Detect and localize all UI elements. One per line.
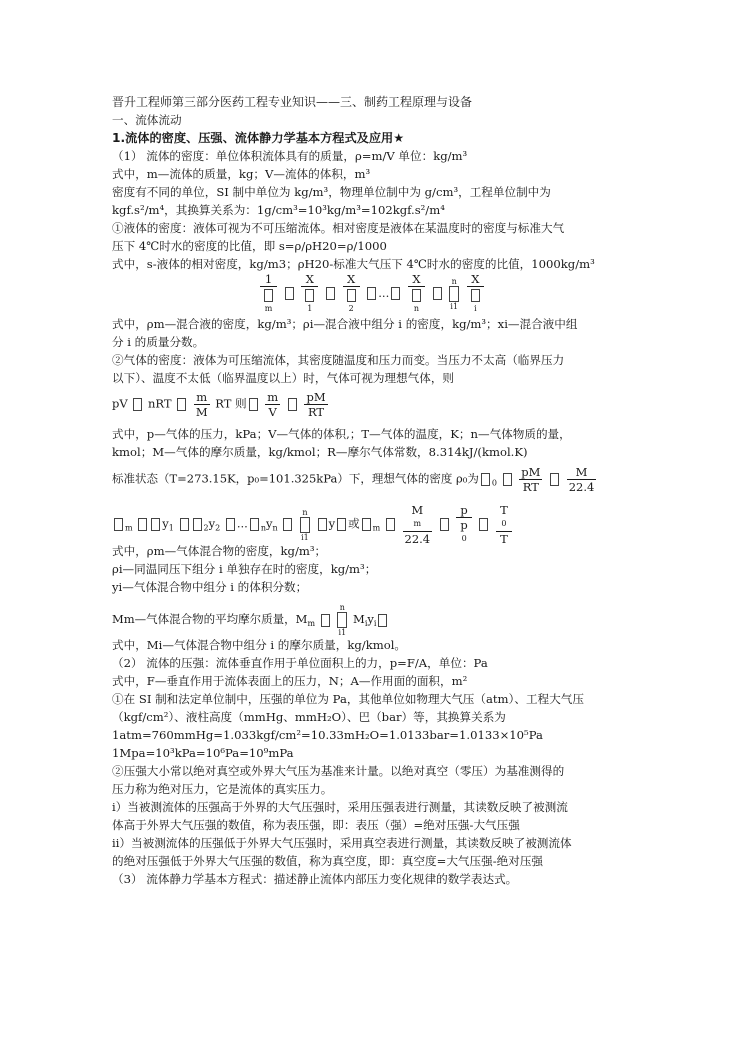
text-line: 分 i 的质量分数。 bbox=[112, 335, 205, 349]
text-line: ρi—同温同压下组分 i 单独存在时的密度，kg/m³； bbox=[112, 562, 377, 576]
text-line: ⅰ）当被测流体的压强高于外界的大气压强时，采用压强表进行测量，其读数反映了被测流 bbox=[112, 800, 568, 814]
text-line: ⅱ）当被测流体的压强低于外界大气压强时，采用真空表进行测量，其读数反映了被测流体 bbox=[112, 836, 572, 850]
text-line: 压下 4℃时水的密度的比值，即 s=ρ/ρH20=ρ/1000 bbox=[112, 239, 387, 253]
text-line: ①液体的密度：液体可视为不可压缩流体。相对密度是液体在某温度时的密度与标准大气 bbox=[112, 221, 565, 235]
equation-standard-state: 标准状态（T=273.15K，p₀=101.325kPa）下，理想气体的密度 ρ₀为 $_0$ $\frac{pM}{RT}$ $\frac{M}{22.4}$ bbox=[112, 465, 595, 494]
text-line: 式中，p—气体的压力，kPa；V—气体的体积,；T—气体的温度，K；n—气体物质的量， bbox=[112, 427, 571, 441]
text-line: 式中，Mi—气体混合物中组分 i 的摩尔质量，kg/kmol。 bbox=[112, 638, 407, 652]
text-line: （1） 流体的密度：单位体积流体具有的质量，ρ=m/V 单位：kg/m³ bbox=[112, 149, 468, 163]
text-line: ①在 SI 制和法定单位制中，压强的单位为 Pa，其他单位如物理大气压（atm）、工程大气压 bbox=[112, 692, 584, 706]
text-line: 式中，ρm—混合液的密度，kg/m³；ρi—混合液中组分 i 的密度，kg/m³；xi—混合液中组 bbox=[112, 317, 578, 331]
text-line: 的绝对压强低于外界大气压强的数值，称为真空度，即：真空度=大气压强-绝对压强 bbox=[112, 854, 544, 868]
text-line: 式中，F—垂直作用于流体表面上的压力，N；A—作用面的面积，m² bbox=[112, 674, 468, 688]
text-line: （3） 流体静力学基本方程式：描述静止流体内部压力变化规律的数学表达式。 bbox=[112, 872, 518, 886]
text-line: kgf.s²/m⁴，其换算关系为：1g/cm³=10³kg/m³=102kgf.s²/m⁴ bbox=[112, 203, 445, 217]
text-line: 式中，ρm—气体混合物的密度，kg/m³； bbox=[112, 544, 327, 558]
doc-title: 晋升工程师第三部分医药工程专业知识——三、制药工程原理与设备 bbox=[112, 95, 473, 109]
text-line: （2） 流体的压强：流体垂直作用于单位面积上的力，p=F/A，单位：Pa bbox=[112, 656, 488, 670]
equation-liquid-mixture: $\frac{1}{m}$ $\frac{X}{1}$ $\frac{X}{2}$ ... $\frac{X}{n}$ n i1 $\frac{X}{i}$ bbox=[258, 272, 486, 316]
section-heading: 一、流体流动 bbox=[112, 113, 182, 127]
equation-ideal-gas: pV nRT $\frac{m}{M}$ RT 则 $\frac{m}{V}$ $\frac{pM}{RT}$ bbox=[112, 390, 326, 419]
text-line: （kgf/cm²）、液柱高度（mmHg、mmH₂O）、巴（bar）等，其换算关系为 bbox=[112, 710, 506, 724]
text-line: 压力称为绝对压力，它是流体的真实压力。 bbox=[112, 782, 333, 796]
equation-mean-molar-mass: Mm—气体混合物的平均摩尔质量，$M_m$ n i1 $M_iy_i$ bbox=[112, 603, 389, 637]
text-line: 以下）、温度不太低（临界温度以上）时，气体可视为理想气体，则 bbox=[112, 371, 455, 385]
subsection-heading: 1.流体的密度、压强、流体静力学基本方程式及应用★ bbox=[112, 131, 405, 145]
text-line: 1atm=760mmHg=1.033kgf/cm²=10.33mH₂O=1.0133bar=1.0133×10⁵Pa bbox=[112, 728, 543, 742]
text-line: 1Mpa=10³kPa=10⁶Pa=10⁹mPa bbox=[112, 746, 294, 760]
text-line: 密度有不同的单位，SI 制中单位为 kg/m³，物理单位制中为 g/cm³，工程单位制中为 bbox=[112, 185, 551, 199]
text-line: ②压强大小常以绝对真空或外界大气压为基准来计量。以绝对真空（零压）为基准测得的 bbox=[112, 764, 565, 778]
text-line: 式中，m—流体的质量，kg；V—流体的体积，m³ bbox=[112, 167, 371, 181]
text-line: 式中，s-液体的相对密度，kg/m3；ρH20-标准大气压下 4℃时水的密度的比值，1000kg/m³ bbox=[112, 257, 595, 271]
text-line: ②气体的密度：液体为可压缩流体，其密度随温度和压力而变。当压力不太高（临界压力 bbox=[112, 353, 565, 367]
text-line: 体高于外界大气压强的数值，称为表压强，即：表压（强）=绝对压强-大气压强 bbox=[112, 818, 520, 832]
text-line: kmol；M—气体的摩尔质量，kg/kmol；R—摩尔气体常数，8.314kJ/(kmol.K) bbox=[112, 445, 528, 459]
text-line: yi—气体混合物中组分 i 的体积分数； bbox=[112, 580, 308, 594]
equation-gas-mixture: $_m$ $y_1$ $_2y_2$ ... $_ny_n$ n i1 y 或 $_m$ M m 22.4 p p 0 T 0 T bbox=[112, 503, 514, 546]
